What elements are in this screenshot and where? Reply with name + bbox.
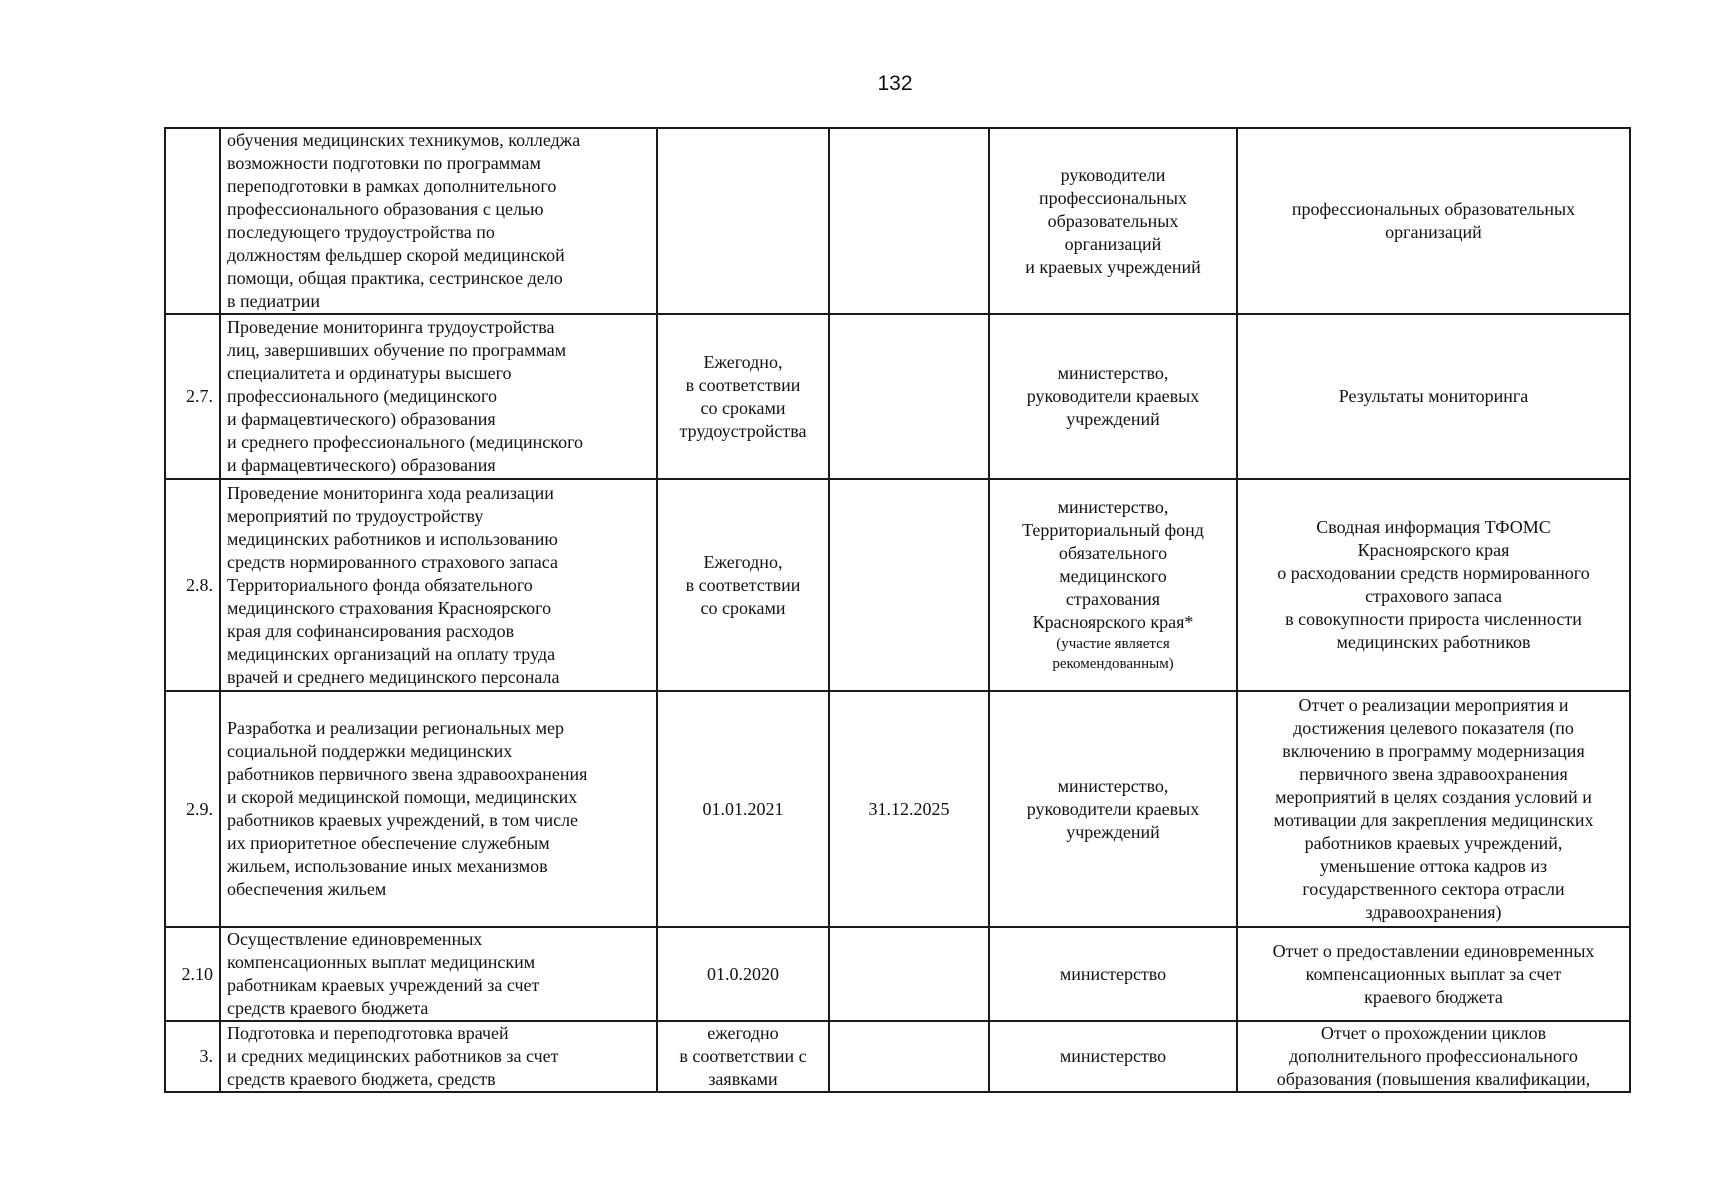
result-line: здравоохранения) [1365, 902, 1502, 922]
result-cell [1237, 691, 1630, 927]
measures-table [164, 127, 1631, 1093]
result-line: профессиональных образовательных [1291, 199, 1576, 219]
responsible-line: обязательного [1058, 543, 1168, 563]
measure-name-line: работников первичного звена здравоохранения [227, 764, 588, 784]
start-line: в соответствии [685, 374, 801, 395]
measure-name-line: обучения медицинских техникумов, колледжа [227, 130, 581, 150]
measure-name-line: Проведение мониторинга хода реализации [227, 482, 554, 503]
row-number-cell: 2.7. [165, 314, 220, 479]
measure-name-line: должностям фельдшер скорой медицинской [227, 245, 565, 265]
start-date-cell [657, 479, 829, 691]
result-line: медицинских работников [1336, 632, 1531, 652]
result-line: образования (повышения квалификации, [1276, 1069, 1591, 1089]
start-date-cell [657, 1021, 829, 1092]
result-line: Отчет о прохождении циклов [1320, 1023, 1547, 1043]
responsible-cell [989, 128, 1237, 314]
start-line: со сроками [700, 597, 786, 618]
measure-name-line: средств нормированного страхового запаса [227, 551, 558, 572]
end-date-cell [829, 691, 989, 927]
result-line: Красноярского края [1357, 540, 1510, 560]
end-line: 31.12.2025 [868, 798, 950, 819]
measure-name-cell [220, 691, 657, 927]
result-line: Результаты мониторинга [1338, 386, 1529, 406]
result-cell [1237, 314, 1630, 479]
end-date-cell [829, 1021, 989, 1092]
result-line: организаций [1385, 222, 1482, 242]
row-number-cell: 2.10 [165, 927, 220, 1021]
responsible-cell [989, 314, 1237, 479]
measure-name-line: обеспечения жильем [227, 879, 387, 899]
measure-name-line: профессионального (медицинского [227, 386, 497, 406]
measure-name-line: Подготовка и переподготовка врачей [227, 1023, 509, 1043]
measure-name-line: и средних медицинских работников за счет [227, 1046, 559, 1066]
row-number-cell: 3. [165, 1021, 220, 1092]
result-cell [1237, 479, 1630, 691]
measure-name-line: последующего трудоустройства по [227, 222, 495, 242]
measure-name-line: медицинского страхования Красноярского [227, 597, 552, 618]
result-line: дополнительного профессионального [1289, 1046, 1578, 1066]
end-date-cell [829, 128, 989, 314]
measure-name-line: жильем, использование иных механизмов [227, 856, 548, 876]
start-line: трудоустройства [679, 420, 807, 441]
measure-name-line: переподготовки в рамках дополнительного [227, 176, 557, 196]
start-line: со сроками [700, 397, 786, 418]
responsible-cell [989, 479, 1237, 691]
measure-name-line: специалитета и ординатуры высшего [227, 363, 512, 383]
row-number-cell: 2.8. [165, 479, 220, 691]
responsible-line: руководители краевых [1026, 798, 1200, 819]
measure-name-line: лиц, завершивших обучение по программам [227, 340, 567, 360]
start-date-cell [657, 927, 829, 1021]
table-row [165, 927, 1630, 1021]
measure-name-cell [220, 479, 657, 691]
start-line: в соответствии [685, 574, 801, 595]
responsible-line: министерство, [1057, 363, 1169, 383]
measure-name-line: медицинских работников и использованию [227, 528, 558, 549]
start-line: Ежегодно, [703, 551, 783, 572]
measure-name-line: социальной поддержки медицинских [227, 741, 513, 761]
result-line: включению в программу модернизация [1282, 741, 1585, 761]
responsible-line: Территориальный фонд [1022, 520, 1204, 540]
measure-name-line: Территориального фонда обязательного [227, 574, 533, 595]
result-line: уменьшение оттока кадров из [1319, 856, 1548, 876]
start-date-cell [657, 691, 829, 927]
responsible-line: страхования [1065, 589, 1161, 609]
measure-name-line: мероприятий по трудоустройству [227, 505, 484, 526]
responsible-line: образовательных [1047, 210, 1179, 231]
start-line: заявками [708, 1069, 778, 1089]
responsible-line: учреждений [1066, 409, 1160, 429]
table-row [165, 314, 1630, 479]
measure-name-line: работникам краевых учреждений за счет [227, 975, 540, 995]
measure-name-line: и скорой медицинской помощи, медицинских [227, 787, 578, 807]
responsible-line: руководители [1060, 164, 1166, 185]
end-date-cell [829, 314, 989, 479]
measure-name-line: и фармацевтического) образования [227, 455, 496, 475]
responsible-cell [989, 691, 1237, 927]
table-row [165, 1021, 1630, 1092]
result-line: достижения целевого показателя (по [1293, 718, 1574, 738]
responsible-line: министерство, [1057, 497, 1169, 517]
measure-name-line: и фармацевтического) образования [227, 409, 496, 429]
measure-name-cell [220, 314, 657, 479]
measure-name-line: компенсационных выплат медицинским [227, 952, 536, 972]
measure-name-line: их приоритетное обеспечение служебным [227, 833, 550, 853]
measure-name-line: средств краевого бюджета [227, 998, 429, 1018]
start-date-cell [657, 128, 829, 314]
table-row [165, 479, 1630, 691]
result-line: мероприятий в целях создания условий и [1275, 787, 1592, 807]
start-line: 01.0.2020 [707, 963, 779, 984]
result-cell [1237, 1021, 1630, 1092]
measure-name-line: и среднего профессионального (медицинского [227, 432, 584, 452]
result-line: Отчет о предоставлении единовременных [1272, 940, 1595, 961]
result-line: Сводная информация ТФОМС [1316, 517, 1551, 537]
row-number-cell: 2.9. [165, 691, 220, 927]
result-line: краевого бюджета [1364, 986, 1503, 1007]
result-line: первичного звена здравоохранения [1299, 764, 1568, 784]
measure-name-line: профессионального образования с целью [227, 199, 544, 219]
measure-name-line: средств краевого бюджета, средств [227, 1069, 496, 1089]
end-date-cell [829, 479, 989, 691]
start-line: в соответствии с [679, 1046, 807, 1066]
responsible-line: медицинского [1059, 566, 1167, 586]
table-row [165, 128, 1630, 314]
result-line: о расходовании средств нормированного [1277, 563, 1590, 583]
measure-name-line: в педиатрии [227, 291, 321, 311]
result-cell [1237, 128, 1630, 314]
responsible-line: профессиональных [1038, 187, 1188, 208]
result-line: мотивации для закрепления медицинских [1273, 810, 1594, 830]
responsible-line: министерство [1059, 1046, 1167, 1066]
responsible-line: министерство [1059, 963, 1167, 984]
responsible-line: Красноярского края* [1032, 612, 1194, 632]
responsible-cell [989, 1021, 1237, 1092]
end-date-cell [829, 927, 989, 1021]
measure-name-cell [220, 128, 657, 314]
measure-name-line: медицинских организаций на оплату труда [227, 643, 556, 664]
result-line: компенсационных выплат за счет [1305, 963, 1562, 984]
page-number: 132 [877, 72, 913, 95]
measure-name-line: врачей и среднего медицинского персонала [227, 666, 560, 687]
row-number-cell [165, 128, 220, 314]
measure-name-cell [220, 1021, 657, 1092]
start-line: 01.01.2021 [702, 798, 784, 819]
result-cell [1237, 927, 1630, 1021]
measure-name-line: работников краевых учреждений, в том числе [227, 810, 579, 830]
measure-name-line: края для софинансирования расходов [227, 620, 515, 641]
measure-name-cell [220, 927, 657, 1021]
result-line: страхового запаса [1365, 586, 1502, 606]
responsible-line: и краевых учреждений [1025, 256, 1201, 277]
responsible-note-line: рекомендованным) [1052, 656, 1174, 672]
start-date-cell [657, 314, 829, 479]
responsible-note-line: (участие является [1056, 636, 1170, 652]
measure-name-line: Проведение мониторинга трудоустройства [227, 317, 555, 337]
responsible-line: организаций [1064, 233, 1162, 254]
responsible-line: руководители краевых [1026, 386, 1200, 406]
table-row [165, 691, 1630, 927]
start-line: Ежегодно, [703, 351, 783, 372]
measure-name-line: Разработка и реализации региональных мер [227, 718, 565, 738]
start-line: ежегодно [707, 1023, 779, 1043]
result-line: государственного сектора отрасли [1302, 879, 1565, 899]
measure-name-line: помощи, общая практика, сестринское дело [227, 268, 563, 288]
responsible-line: министерство, [1057, 775, 1169, 796]
result-line: работников краевых учреждений, [1304, 833, 1563, 853]
measure-name-line: возможности подготовки по программам [227, 153, 541, 173]
measure-name-line: Осуществление единовременных [227, 929, 483, 949]
result-line: Отчет о реализации мероприятия и [1298, 695, 1569, 715]
responsible-line: учреждений [1066, 821, 1160, 842]
responsible-cell [989, 927, 1237, 1021]
result-line: в совокупности прироста численности [1285, 609, 1582, 629]
